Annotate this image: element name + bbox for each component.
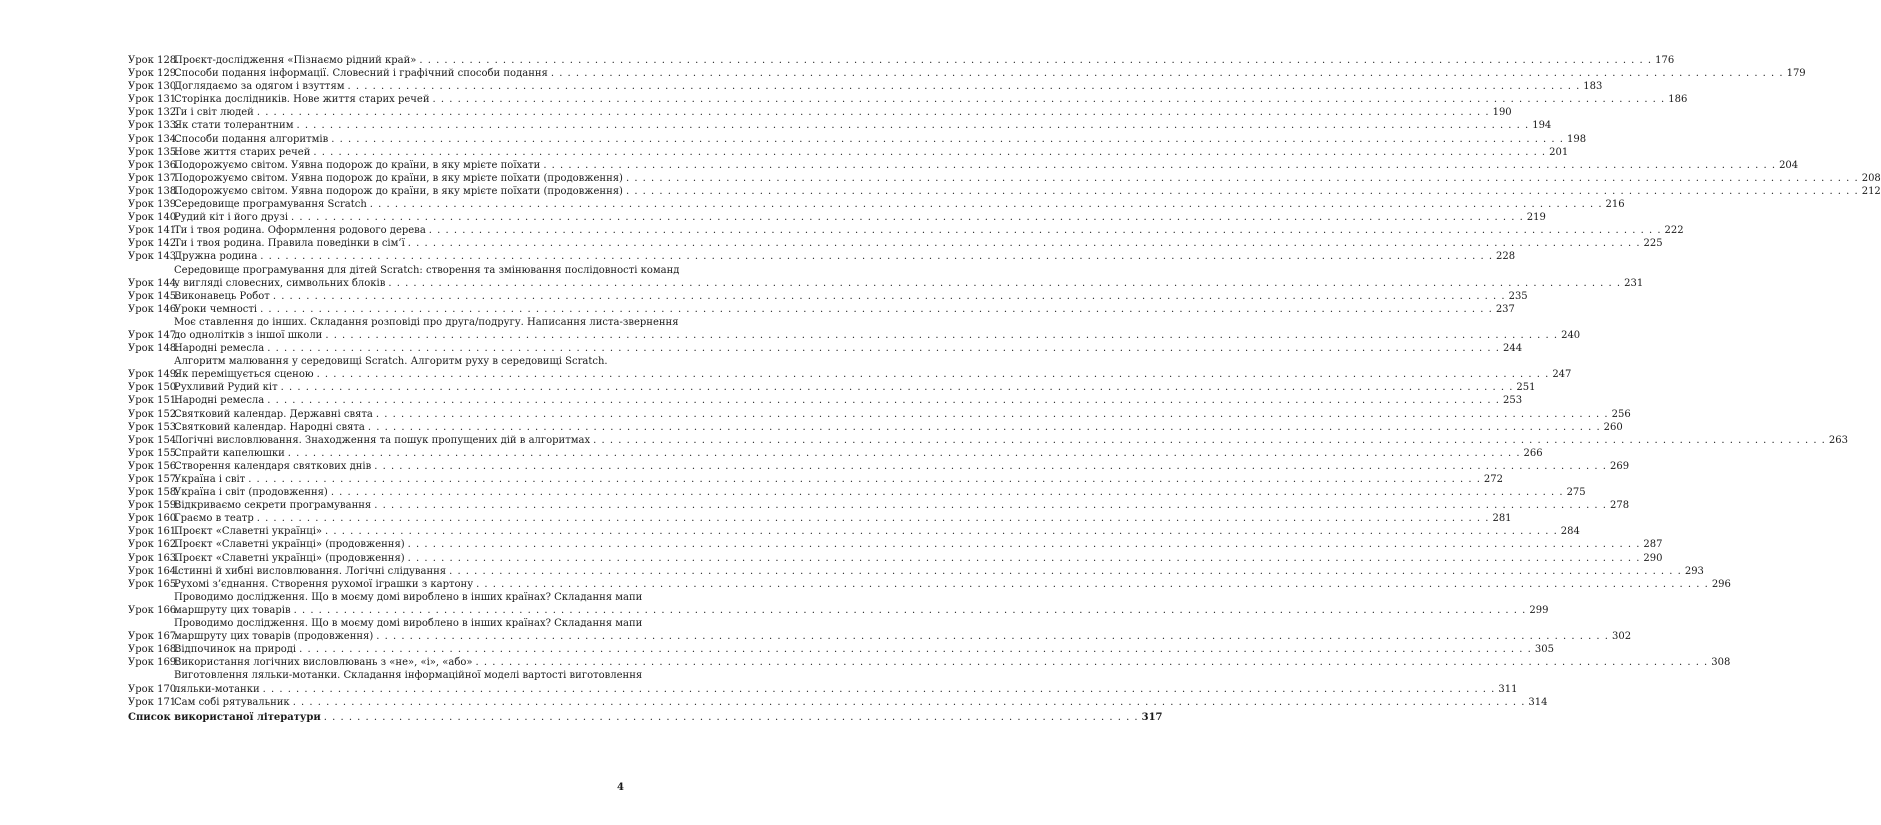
page-ref: 287 xyxy=(1643,539,1663,551)
dot-leader xyxy=(551,67,1784,80)
page-ref: 228 xyxy=(1496,251,1516,263)
lesson-number: Урок 149. xyxy=(128,369,180,381)
lesson-title: Ти і твоя родина. Правила поведінки в сім’ї xyxy=(174,238,405,250)
lesson-number: Урок 139. xyxy=(128,199,180,211)
toc-entry xyxy=(128,159,1799,172)
lesson-number: Урок 167. xyxy=(128,631,180,643)
page-ref: 269 xyxy=(1609,460,1630,472)
page-ref: 290 xyxy=(1643,552,1663,564)
page-ref: 186 xyxy=(1668,94,1688,106)
page-ref: 235 xyxy=(1508,290,1528,302)
lesson-number: Урок 165. xyxy=(128,578,180,590)
dot-leader xyxy=(626,185,1859,198)
lesson-number: Урок 128. xyxy=(128,55,180,66)
lesson-title: Граємо в театр xyxy=(174,513,254,525)
lesson-title: Проєкт «Славетні українці» (продовження) xyxy=(174,539,405,551)
lesson-title: ляльки-мотанки xyxy=(174,683,260,695)
lesson-title: Доглядаємо за одягом і взуттям xyxy=(174,81,345,93)
dot-leader xyxy=(267,394,1500,407)
lesson-title-line: Моє ставлення до інших. Складання розповіді про друга/подругу. Написання листа-звернення xyxy=(174,316,679,328)
lesson-title: Виконавець Робот xyxy=(174,290,270,302)
lesson-number: Урок 150. xyxy=(128,382,180,394)
dot-leader xyxy=(374,460,1607,473)
page-ref: 208 xyxy=(1861,172,1881,184)
toc-entry xyxy=(128,93,1688,106)
dot-leader xyxy=(419,54,1652,67)
lesson-title: Як переміщується сценою xyxy=(174,369,314,381)
dot-leader xyxy=(476,656,1709,669)
dot-leader xyxy=(376,408,1609,421)
dot-leader xyxy=(291,211,1524,224)
page-ref: 179 xyxy=(1786,68,1806,80)
dot-leader xyxy=(376,630,1609,643)
bibliography-entry xyxy=(128,712,1163,723)
page-ref: 302 xyxy=(1611,631,1632,643)
toc-entry xyxy=(128,106,1512,119)
lesson-title: Проєкт «Славетні українці» (продовження) xyxy=(174,552,405,564)
toc-entry xyxy=(128,460,1630,473)
page-ref: 251 xyxy=(1516,382,1536,394)
page-ref: 281 xyxy=(1492,513,1512,525)
lesson-title: маршруту цих товарів (продовження) xyxy=(174,631,374,643)
lesson-number: Урок 129. xyxy=(128,68,180,80)
lesson-number: Урок 163. xyxy=(128,552,180,564)
page-ref: 296 xyxy=(1711,578,1731,590)
dot-leader xyxy=(348,80,1581,93)
lesson-title: Україна і світ xyxy=(174,474,246,485)
toc-entry xyxy=(128,394,1523,407)
lesson-title: Подорожуємо світом. Уявна подорож до країни, в яку мрієте поїхати xyxy=(174,159,541,171)
page-ref: 244 xyxy=(1502,343,1523,355)
page-ref: 278 xyxy=(1609,500,1630,512)
toc-entry xyxy=(128,54,1675,67)
lesson-number: Урок 160. xyxy=(128,513,180,525)
lesson-title: Проєкт «Славетні українці» xyxy=(174,526,323,538)
lesson-number: Урок 171. xyxy=(128,696,180,708)
page-ref: 240 xyxy=(1561,329,1581,341)
lesson-number: Урок 133. xyxy=(128,120,180,132)
dot-leader xyxy=(299,643,1532,656)
lesson-number: Урок 136. xyxy=(128,159,180,171)
dot-leader xyxy=(324,712,1139,723)
lesson-title: Створення календаря святкових днів xyxy=(174,460,372,472)
dot-leader xyxy=(257,512,1490,525)
dot-leader xyxy=(257,106,1490,119)
page-ref: 201 xyxy=(1549,146,1569,158)
page-ref: 308 xyxy=(1711,657,1731,669)
toc-entry xyxy=(128,119,1552,132)
lesson-number: Урок 153. xyxy=(128,421,180,433)
lesson-title: Істинні й хибні висловлювання. Логічні слідування xyxy=(174,565,447,577)
dot-leader xyxy=(293,696,1526,709)
toc-entry xyxy=(128,211,1546,224)
toc-entry xyxy=(128,133,1587,146)
dot-leader xyxy=(593,434,1826,447)
toc-entry xyxy=(128,591,1549,617)
page-ref: 305 xyxy=(1534,644,1554,656)
toc-entry xyxy=(128,342,1523,355)
lesson-number: Урок 152. xyxy=(128,408,180,420)
dot-leader xyxy=(429,224,1662,237)
lesson-number: Урок 148. xyxy=(128,343,180,355)
page-ref: 311 xyxy=(1498,683,1518,695)
lesson-number: Урок 145. xyxy=(128,290,180,302)
page-ref: 219 xyxy=(1526,212,1546,224)
toc-entry xyxy=(128,290,1528,303)
toc-entry xyxy=(128,538,1663,551)
lesson-number: Урок 166. xyxy=(128,604,180,616)
lesson-number: Урок 135. xyxy=(128,146,180,158)
dot-leader xyxy=(273,290,1506,303)
lesson-number: Урок 161. xyxy=(128,526,180,538)
toc-entry xyxy=(128,237,1663,250)
toc-entry xyxy=(128,669,1518,695)
dot-leader xyxy=(368,421,1601,434)
lesson-title: Святковий календар. Державні свята xyxy=(174,408,373,420)
page-ref: 176 xyxy=(1655,55,1675,66)
lesson-number: Урок 147. xyxy=(128,329,180,341)
dot-leader xyxy=(449,565,1682,578)
toc-entry xyxy=(128,447,1543,460)
toc-entry xyxy=(128,198,1625,211)
dot-leader xyxy=(626,172,1859,185)
lesson-title: Народні ремесла xyxy=(174,343,265,355)
lesson-title: Ти і твоя родина. Оформлення родового дерева xyxy=(174,225,426,237)
toc-entry xyxy=(128,146,1569,159)
lesson-number: Урок 151. xyxy=(128,395,180,407)
lesson-number: Урок 164. xyxy=(128,565,180,577)
dot-leader xyxy=(288,447,1521,460)
toc-entry xyxy=(128,473,1504,486)
lesson-title: Логічні висловлювання. Знаходження та пошук пропущених дій в алгоритмах xyxy=(174,434,591,446)
toc-entry xyxy=(128,381,1536,394)
lesson-title: Відпочинок на природі xyxy=(174,644,297,656)
lesson-title: Народні ремесла xyxy=(174,395,265,407)
toc-entry xyxy=(128,656,1731,669)
lesson-title: Проєкт-дослідження «Пізнаємо рідний край» xyxy=(174,55,417,66)
page-ref: 237 xyxy=(1495,303,1515,315)
page-ref: 275 xyxy=(1566,487,1586,499)
lesson-title-line: Середовище програмування для дітей Scratch: створення та змінювання послідовності команд xyxy=(174,264,680,276)
page-ref: 194 xyxy=(1532,120,1552,132)
lesson-number: Урок 146. xyxy=(128,303,180,315)
bibliography-page: 317 xyxy=(1141,712,1163,723)
page-ref: 222 xyxy=(1664,225,1684,237)
page-ref: 190 xyxy=(1492,107,1512,119)
lesson-title: Використання логічних висловлювань з «не», «і», «або» xyxy=(174,657,473,669)
lesson-title: Як стати толерантним xyxy=(174,120,294,132)
toc-entry xyxy=(128,172,1881,185)
lesson-title-line: Виготовлення ляльки-мотанки. Складання інформаційної моделі вартості виготовлення xyxy=(174,670,643,682)
lesson-title: Сторінка дослідників. Нове життя старих речей xyxy=(174,94,430,106)
page-ref: 253 xyxy=(1502,395,1523,407)
dot-leader xyxy=(317,368,1550,381)
lesson-number: Урок 134. xyxy=(128,133,180,145)
dot-leader xyxy=(408,538,1641,551)
lesson-title: Сам собі рятувальник xyxy=(174,696,290,708)
toc-entry xyxy=(128,434,1848,447)
lesson-number: Урок 140. xyxy=(128,212,180,224)
dot-leader xyxy=(374,499,1607,512)
toc-entry xyxy=(128,617,1632,643)
lesson-title: Середовище програмування Scratch xyxy=(174,199,367,211)
toc-entry xyxy=(128,421,1623,434)
toc-entry xyxy=(128,303,1515,316)
dot-leader xyxy=(296,119,1529,132)
toc-entry xyxy=(128,80,1603,93)
lesson-number: Урок 141. xyxy=(128,225,180,237)
dot-leader xyxy=(408,552,1641,565)
page-number: 4 xyxy=(617,782,624,793)
lesson-title: Рухливий Рудий кіт xyxy=(174,382,278,394)
page-ref: 272 xyxy=(1483,474,1504,485)
toc-entry xyxy=(128,355,1572,381)
dot-leader xyxy=(331,486,1564,499)
toc-entry xyxy=(128,67,1806,80)
dot-leader xyxy=(260,303,1493,316)
bibliography-label: Список використаної літератури xyxy=(128,712,321,723)
lesson-title-line: Проводимо дослідження. Що в моєму домі вироблено в інших країнах? Складання мапи xyxy=(174,618,643,630)
page-ref: 266 xyxy=(1523,447,1543,459)
lesson-title: Рухомі з’єднання. Створення рухомої іграшки з картону xyxy=(174,578,474,590)
lesson-number: Урок 168. xyxy=(128,644,180,656)
lesson-title: Дружна родина xyxy=(174,251,258,263)
dot-leader xyxy=(313,146,1546,159)
page-ref: 247 xyxy=(1552,369,1572,381)
page-ref: 256 xyxy=(1611,408,1631,420)
lesson-title: Україна і світ (продовження) xyxy=(174,487,328,499)
dot-leader xyxy=(325,329,1558,342)
page-ref: 293 xyxy=(1684,565,1704,577)
lesson-number: Урок 137. xyxy=(128,172,180,184)
page-ref: 231 xyxy=(1624,277,1644,289)
toc-entry xyxy=(128,316,1581,342)
toc-entry xyxy=(128,696,1548,709)
dot-leader xyxy=(267,342,1500,355)
toc-entry xyxy=(128,552,1663,565)
lesson-number: Урок 158. xyxy=(128,487,180,499)
lesson-number: Урок 142. xyxy=(128,238,180,250)
lesson-number: Урок 130. xyxy=(128,81,180,93)
lesson-title: до однолітків з іншої школи xyxy=(174,329,323,341)
lesson-title: у вигляді словесних, символьних блоків xyxy=(174,277,386,289)
lesson-number: Урок 156. xyxy=(128,460,180,472)
page-ref: 212 xyxy=(1861,185,1881,197)
lesson-title: маршруту цих товарів xyxy=(174,604,291,616)
lesson-number: Урок 144. xyxy=(128,277,180,289)
page-ref: 299 xyxy=(1529,604,1549,616)
lesson-title: Подорожуємо світом. Уявна подорож до країни, в яку мрієте поїхати (продовження) xyxy=(174,172,623,184)
dot-leader xyxy=(325,525,1558,538)
lesson-number: Урок 154. xyxy=(128,434,180,446)
lesson-number: Урок 131. xyxy=(128,94,180,106)
page-ref: 216 xyxy=(1605,199,1625,211)
toc-entry xyxy=(128,565,1704,578)
page-ref: 284 xyxy=(1560,526,1580,538)
dot-leader xyxy=(260,250,1493,263)
toc-entry xyxy=(128,185,1881,198)
lesson-number: Урок 132. xyxy=(128,107,180,119)
page-ref: 260 xyxy=(1603,421,1623,433)
lesson-number: Урок 138. xyxy=(128,185,180,197)
dot-leader xyxy=(331,133,1564,146)
dot-leader xyxy=(388,277,1621,290)
page-ref: 225 xyxy=(1643,238,1663,250)
dot-leader xyxy=(294,604,1527,617)
dot-leader xyxy=(263,683,1496,696)
lesson-title-line: Алгоритм малювання у середовищі Scratch. Алгоритм руху в середовищі Scratch. xyxy=(174,356,608,368)
dot-leader xyxy=(408,237,1641,250)
lesson-number: Урок 162. xyxy=(128,539,180,551)
lesson-number: Урок 159. xyxy=(128,500,180,512)
page-ref: 263 xyxy=(1828,434,1848,446)
lesson-title: Святковий календар. Народні свята xyxy=(174,421,365,433)
toc-entry xyxy=(128,408,1631,421)
lesson-title: Способи подання інформації. Словесний і графічний способи подання xyxy=(174,68,548,80)
lesson-number: Урок 143. xyxy=(128,251,180,263)
lesson-number: Урок 155. xyxy=(128,447,180,459)
page-ref: 198 xyxy=(1566,133,1587,145)
dot-leader xyxy=(476,578,1709,591)
toc-entry xyxy=(128,578,1731,591)
lesson-title: Рудий кіт і його друзі xyxy=(174,212,289,224)
toc-entry xyxy=(128,525,1580,538)
page-ref: 183 xyxy=(1583,81,1603,93)
toc-entry xyxy=(128,643,1554,656)
lesson-number: Урок 170. xyxy=(128,683,180,695)
lesson-number: Урок 169. xyxy=(128,657,180,669)
lesson-title-line: Проводимо дослідження. Що в моєму домі вироблено в інших країнах? Складання мапи xyxy=(174,591,643,603)
toc-entry xyxy=(128,224,1684,237)
toc-entry xyxy=(128,512,1512,525)
lesson-title: Спрайти капелюшки xyxy=(174,447,285,459)
dot-leader xyxy=(281,381,1514,394)
page-ref: 314 xyxy=(1528,696,1548,708)
toc-entry xyxy=(128,250,1516,263)
dot-leader xyxy=(248,473,1481,486)
toc-entry xyxy=(128,264,1644,290)
lesson-title: Уроки чемності xyxy=(174,303,258,315)
page-ref: 204 xyxy=(1779,159,1799,171)
lesson-title: Ти і світ людей xyxy=(174,107,254,119)
lesson-title: Способи подання алгоритмів xyxy=(174,133,329,145)
toc-entry xyxy=(128,499,1630,512)
lesson-number: Урок 157. xyxy=(128,474,180,485)
lesson-title: Нове життя старих речей xyxy=(174,146,311,158)
lesson-title: Подорожуємо світом. Уявна подорож до країни, в яку мрієте поїхати (продовження) xyxy=(174,185,623,197)
dot-leader xyxy=(433,93,1666,106)
table-of-contents xyxy=(128,54,1881,709)
dot-leader xyxy=(370,198,1603,211)
lesson-title: Відкриваємо секрети програмування xyxy=(174,500,372,512)
toc-entry xyxy=(128,486,1586,499)
dot-leader xyxy=(543,159,1776,172)
